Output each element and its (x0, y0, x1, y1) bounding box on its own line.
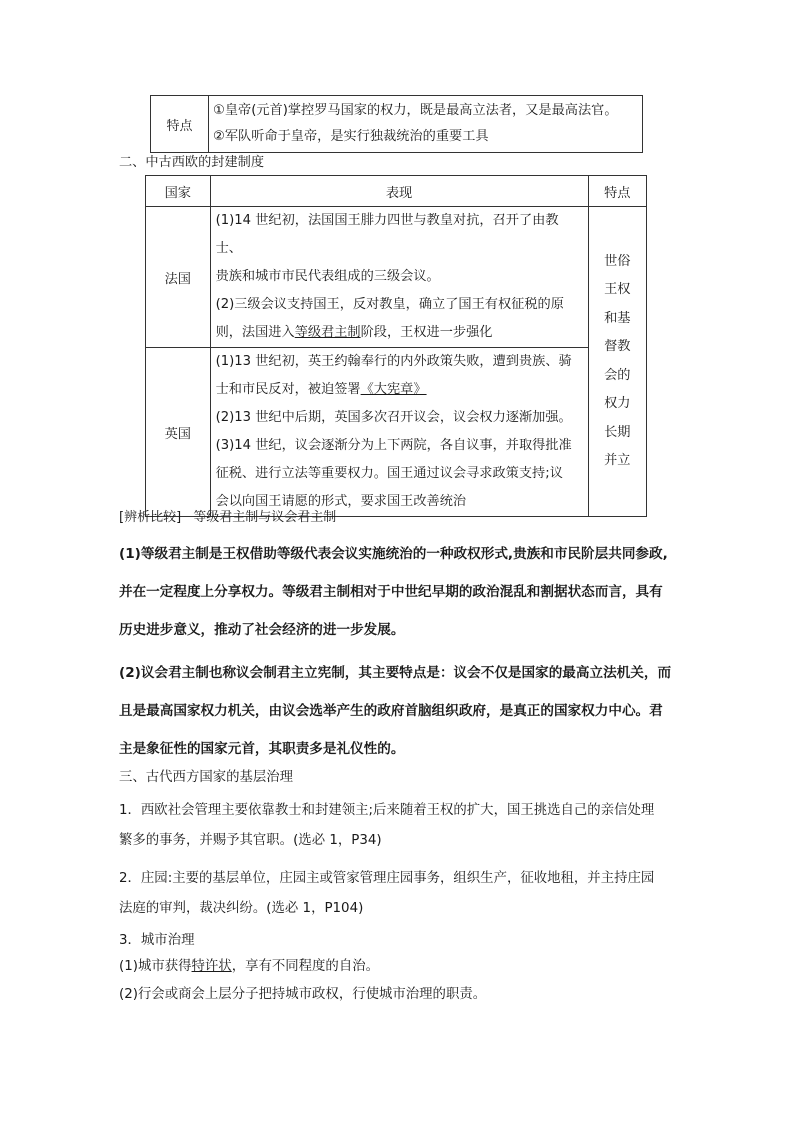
compare-tag: [辨析比较] (119, 510, 182, 525)
feature-line: 长期 (604, 424, 631, 440)
france-detail (210, 207, 588, 348)
feature-line: 和基 (604, 310, 631, 326)
text-line: 并在一定程度上分享权力。等级君主制相对于中世纪早期的政治混乱和割据状态而言，具有 (119, 584, 663, 600)
feature-line: 会的 (604, 367, 631, 383)
detail-line: (2)三级会议支持国王，反对教皇，确立了国王有权征税的原 (215, 297, 564, 312)
section-3-title: 三、古代西方国家的基层治理 (119, 770, 294, 785)
text-span: ，享有不同程度的自治。 (231, 959, 379, 974)
detail-line: (2)13 世纪中后期，英国多次召开议会，议会权力逐渐加强。 (215, 410, 572, 425)
detail-line: 会以向国王请愿的形式，要求国王改善统治 (215, 494, 467, 509)
england-detail (210, 348, 588, 517)
section-3-item-3-title: 3．城市治理 (119, 933, 195, 948)
section-3-item-3a (119, 957, 679, 977)
section-3-item-3b: (2)行会或商会上层分子把持城市政权，行使城市治理的职责。 (119, 987, 487, 1002)
detail-line: 则，法国进入等级君主制阶段，王权进一步强化 (215, 325, 493, 340)
detail-line: (3)14 世纪，议会逐渐分为上下两院，各自议事，并取得批准 (215, 438, 572, 453)
detail-line: (1)13 世纪初，英王约翰奉行的内外政策失败，遭到贵族、骑 (215, 354, 572, 369)
section-3-item-2 (119, 864, 679, 924)
feature-line: 权力 (604, 396, 631, 411)
feature-line: 王权 (604, 282, 631, 297)
country-england: 英国 (146, 348, 211, 517)
header-country: 国家 (146, 176, 211, 207)
text-line: 历史进步意义，推动了社会经济的进一步发展。 (119, 622, 405, 638)
feature-line: 世俗 (604, 253, 631, 269)
text-line: (1)等级君主制是王权借助等级代表会议实施统治的一种政权形式,贵族和市民阶层共同参政, (119, 546, 668, 562)
feature-cell (588, 207, 646, 517)
detail-line: 征税、进行立法等重要权力。国王通过议会寻求政策支持;议 (215, 466, 563, 481)
table-roman-features (150, 95, 643, 153)
table1-line: ②军队听命于皇帝，是实行独裁统治的重要工具 (213, 129, 489, 144)
table1-value (209, 96, 643, 153)
header-performance: 表现 (210, 176, 588, 207)
text-line: 2．庄园:主要的基层单位，庄园主或管家管理庄园事务，组织生产，征收地租，并主持庄园 (119, 871, 655, 886)
feature-line: 并立 (604, 453, 631, 468)
detail-line: 贵族和城市市民代表组成的三级会议。 (215, 269, 440, 284)
header-feature: 特点 (588, 176, 646, 207)
detail-line: 士和市民反对，被迫签署《大宪章》 (215, 382, 427, 397)
text-line: (2)议会君主制也称议会制君主立宪制，其主要特点是：议会不仅是国家的最高立法机关，而 (119, 665, 672, 681)
compare-paragraph-1 (119, 535, 679, 649)
text-line: 主是象征性的国家元首，其职责多是礼仪性的。 (119, 741, 405, 757)
detail-line: (1)14 世纪初，法国国王腓力四世与教皇对抗，召开了由教士、 (215, 213, 559, 256)
country-france: 法国 (146, 207, 211, 348)
compare-paragraph-2 (119, 654, 679, 768)
compare-title: 等级君主制与议会君主制 (193, 510, 337, 525)
underlined-term: 特许状 (191, 959, 232, 974)
table1-key: 特点 (151, 96, 209, 153)
table1-line: ①皇帝(元首)掌控罗马国家的权力，既是最高立法者，又是最高法官。 (213, 103, 618, 118)
text-line: 繁多的事务，并赐予其官职。(选必 1，P34) (119, 833, 382, 848)
table-feudal-system (145, 175, 647, 517)
text-line: 1．西欧社会管理主要依靠教士和封建领主;后来随着王权的扩大，国王挑选自己的亲信处理 (119, 803, 655, 818)
feature-line: 督教 (604, 339, 631, 354)
section-2-title: 二、中古西欧的封建制度 (119, 155, 265, 170)
text-line: 且是最高国家权力机关，由议会选举产生的政府首脑组织政府，是真正的国家权力中心。君 (119, 703, 663, 719)
section-3-item-1 (119, 796, 679, 856)
text-span: (1)城市获得 (119, 959, 192, 974)
text-line: 法庭的审判，裁决纠纷。(选必 1，P104) (119, 901, 364, 916)
compare-heading (119, 506, 336, 525)
